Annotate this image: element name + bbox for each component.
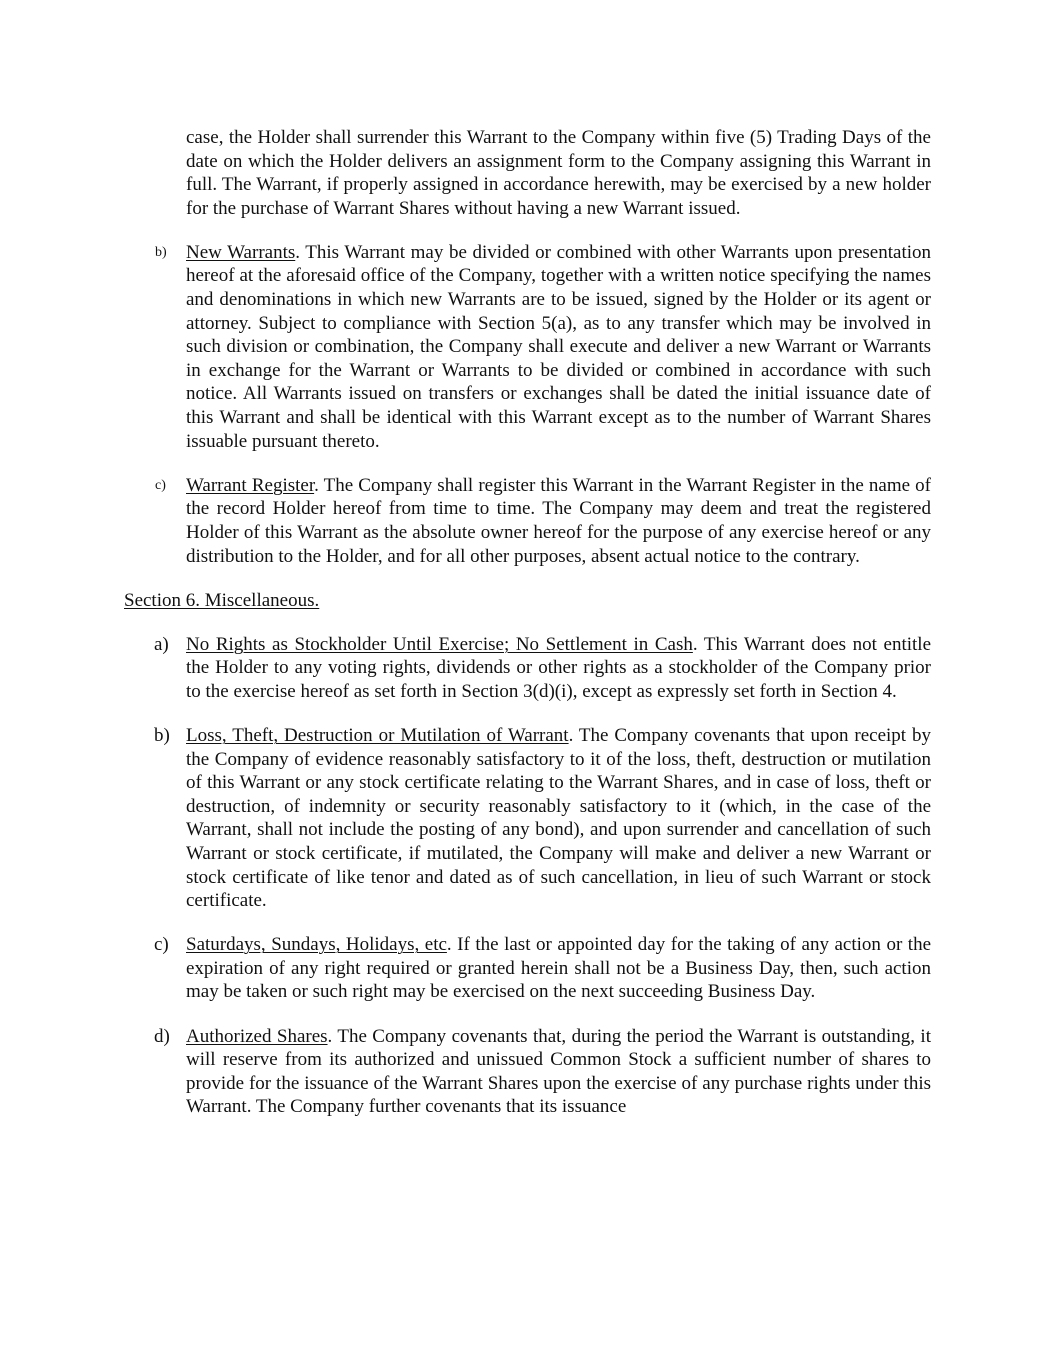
continuation-paragraph (186, 126, 931, 220)
item-marker: b) (154, 724, 170, 746)
item-body: . The Company shall register this Warrant in the Warrant Register in the name of the record Holder hereof from time to time. The Company may deem and treat the registered Holder of this Warrant as the absolute owner hereof for the purpose of any exercise hereof or any distribution to the Holder, and for all other purposes, absent actual notice to the contrary. (186, 474, 931, 567)
item-heading: No Rights as Stockholder Until Exercise; No Settlement in Cash (186, 633, 693, 655)
item-body: . This Warrant does not entitle the Holder to any voting rights, dividends or other rights as a stockholder of the Company prior to the exercise hereof as set forth in Section 3(d)(i), except as expressly set forth in Section 4. (186, 633, 932, 702)
section6-item-saturdays (154, 933, 932, 1004)
item-marker: a) (154, 633, 169, 655)
continuation-text: case, the Holder shall surrender this Warrant to the Company within five (5) Trading Days of the date on which the Holder delivers an assignment form to the Company assigning this Warrant in full. The Warrant, if properly assigned in accordance herewith, may be exercised by a new holder for the purchase of Warrant Shares without having a new Warrant issued. (186, 127, 931, 219)
item-heading: Loss, Theft, Destruction or Mutilation of Warrant (186, 724, 569, 746)
item-marker: d) (154, 1025, 170, 1047)
section6-item-no-rights (154, 633, 932, 704)
item-body: . This Warrant may be divided or combined with other Warrants upon presentation hereof at the aforesaid office of the Company, together with a written notice specifying the names and denominations in which new Warrants are to be issued, signed by the Holder or its agent or attorney. Subject to compliance with Section 5(a), as to any transfer which may be involved in such division or combination, the Company shall execute and deliver a new Warrant or Warrants in exchange for the Warrant or Warrants to be divided or combined in accordance with such notice. All Warrants issued on transfers or exchanges shall be dated the initial issuance date of this Warrant and shall be identical with this Warrant except as to the number of Warrant Shares issuable pursuant thereto. (186, 241, 931, 452)
section-6-heading (124, 589, 931, 613)
item-heading: Authorized Shares (186, 1025, 328, 1047)
item-body: . The Company covenants that, during the period the Warrant is outstanding, it will reserve from its authorized and unissued Common Stock a sufficient number of shares to provide for the issuance of the Warrant Shares upon the exercise of any purchase rights under this Warrant. The Company further covenants that its issuance (186, 1025, 931, 1118)
item-heading: Saturdays, Sundays, Holidays, etc (186, 934, 447, 956)
section-6-title: Section 6. Miscellaneous. (124, 589, 320, 611)
item-marker: c) (155, 477, 166, 493)
item-body: . The Company covenants that upon receipt by the Company of evidence reasonably satisfactory to it of the loss, theft, destruction or mutilation of this Warrant or any stock certificate relating to the Warrant Shares, and in case of loss, theft or destruction, of indemnity or security reasonably satisfactory to it (which, in the case of the Warrant, shall not include the posting of any bond), and upon surrender and cancellation of such Warrant or stock certificate, if mutilated, the Company will make and deliver a new Warrant or stock certificate of like tenor and dated as of such cancellation, in lieu of such Warrant or stock certificate. (186, 724, 931, 912)
section5-item-warrant-register (155, 474, 931, 568)
item-body: . If the last or appointed day for the taking of any action or the expiration of any right required or granted herein shall not be a Business Day, then, such action may be taken or such right may be exercised on the next succeeding Business Day. (186, 934, 932, 1003)
item-heading: New Warrants (186, 241, 296, 263)
item-marker: b) (155, 244, 167, 260)
document-page (0, 126, 1055, 1119)
item-marker: c) (154, 934, 169, 956)
section6-item-loss-theft (154, 724, 931, 913)
section5-item-new-warrants (155, 241, 931, 453)
item-heading: Warrant Register (186, 474, 315, 496)
section6-item-authorized-shares (154, 1025, 931, 1119)
